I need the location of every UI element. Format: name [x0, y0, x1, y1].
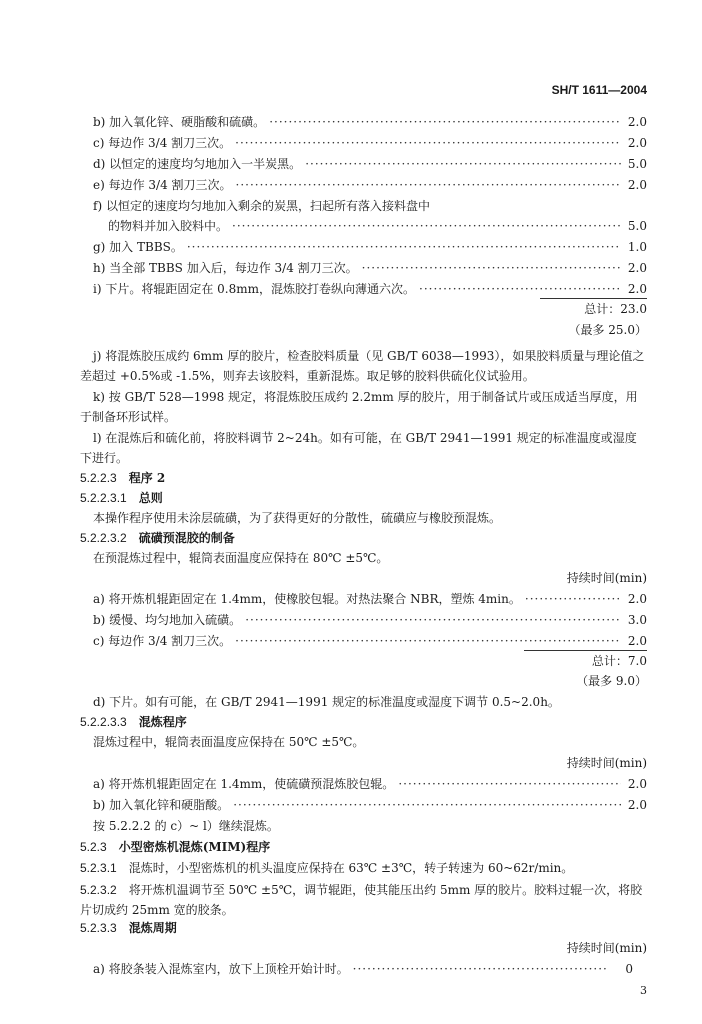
max-time: （最多 9.0）: [576, 674, 647, 688]
step-item: i) 下片。将辊距固定在 0.8mm，混炼胶打卷纵向薄通六次。 ····· 2.0: [93, 282, 647, 296]
step-item: h) 当全部 TBBS 加入后，每边作 3/4 割刀三次。 ····· 2.0: [93, 261, 647, 275]
standard-code: SH/T 1611—2004: [551, 83, 647, 97]
body-text: 在预混炼过程中，辊筒表面温度应保持在 80℃ ±5℃。: [93, 551, 389, 565]
body-text: 混炼过程中，辊筒表面温度应保持在 50℃ ±5℃。: [93, 735, 365, 749]
numbered-paragraph: 5.2.3.1 混炼时，小型密炼机的机头温度应保持在 63℃ ±3℃，转子转速为 60~62r/min。: [80, 861, 574, 875]
paragraph-l: l) 在混炼后和硫化前，将胶料调节 2~24h。如有可能，在 GB/T 2941—1991 规定的标准温度或湿度下进行。: [80, 431, 637, 465]
total-rule: [524, 650, 647, 651]
step-item: b) 加入氧化锌和硬脂酸。 ····· 2.0: [93, 798, 647, 812]
total-time: 总计：23.0: [584, 302, 647, 316]
paragraph-j: j) 将混炼胶压成约 6mm 厚的胶片，检查胶料质量（见 GB/T 6038—1993），如果胶料质量与理论值之差超过 +0.5%或 -1.5%，则弃去该胶料，重新混炼。取足够的胶料供硫化仪试验用。: [80, 349, 645, 383]
max-time: （最多 25.0）: [568, 323, 647, 337]
duration-label: 持续时间(min): [566, 571, 647, 585]
step-item: c) 每边作 3/4 割刀三次。 ····· 2.0: [93, 136, 647, 150]
section-heading: 5.2.2.3.3 混炼程序: [80, 715, 187, 729]
duration-label: 持续时间(min): [566, 941, 647, 955]
step-item: f) 以恒定的速度均匀地加入剩余的炭黑，扫起所有落入接料盘中: [93, 199, 430, 213]
step-item: b) 加入氧化锌、硬脂酸和硫磺。 ····· 2.0: [93, 115, 647, 129]
step-item: g) 加入 TBBS。 ····· 1.0: [93, 240, 647, 254]
step-item: a) 将胶条装入混炼室内，放下上顶栓开始计时。 ····· 0: [93, 962, 633, 976]
section-heading: 5.2.3.3 混炼周期: [80, 921, 177, 935]
body-text: 本操作程序使用未涂层硫磺，为了获得更好的分散性，硫磺应与橡胶预混炼。: [93, 511, 502, 525]
numbered-paragraph: 5.2.3.2 将开炼机温调节至 50℃ ±5℃，调节辊距，使其能压出约 5mm 厚的胶片。胶料过辊一次，将胶片切成约 25mm 宽的胶条。: [80, 883, 643, 917]
step-item: a) 将开炼机辊距固定在 1.4mm，使橡胶包辊。对热法聚合 NBR，塑炼 4min。 ····· 2.0: [93, 592, 647, 606]
section-heading: 5.2.3 小型密炼机混炼(MIM)程序: [80, 840, 271, 854]
paragraph-k: k) 按 GB/T 528—1998 规定，将混炼胶压成约 2.2mm 厚的胶片，用于制备试片或压成适当厚度，用于制备环形试样。: [80, 390, 638, 424]
section-heading: 5.2.2.3 程序 2: [80, 471, 166, 485]
total-rule: [540, 298, 647, 299]
step-item: c) 每边作 3/4 割刀三次。 ····· 2.0: [93, 634, 647, 648]
body-text: d) 下片。如有可能，在 GB/T 2941—1991 规定的标准温度或湿度下调节 0.5~2.0h。: [93, 695, 560, 709]
page-number: 3: [640, 984, 647, 997]
total-time: 总计：7.0: [591, 654, 647, 668]
step-item: b) 缓慢、均匀地加入硫磺。 ····· 3.0: [93, 613, 647, 627]
section-heading: 5.2.2.3.1 总则: [80, 491, 163, 505]
body-text: 按 5.2.2.2 的 c）~ l）继续混炼。: [93, 819, 279, 833]
step-item: d) 以恒定的速度均匀地加入一半炭黑。 ····· 5.0: [93, 157, 647, 171]
step-item: a) 将开炼机辊距固定在 1.4mm，使硫磺预混炼胶包辊。 ····· 2.0: [93, 777, 647, 791]
section-heading: 5.2.2.3.2 硫磺预混胶的制备: [80, 531, 235, 545]
step-item: 的物料并加入胶料中。 ····· 5.0: [108, 219, 647, 233]
duration-label: 持续时间(min): [566, 756, 647, 770]
step-item: e) 每边作 3/4 割刀三次。 ····· 2.0: [93, 178, 647, 192]
